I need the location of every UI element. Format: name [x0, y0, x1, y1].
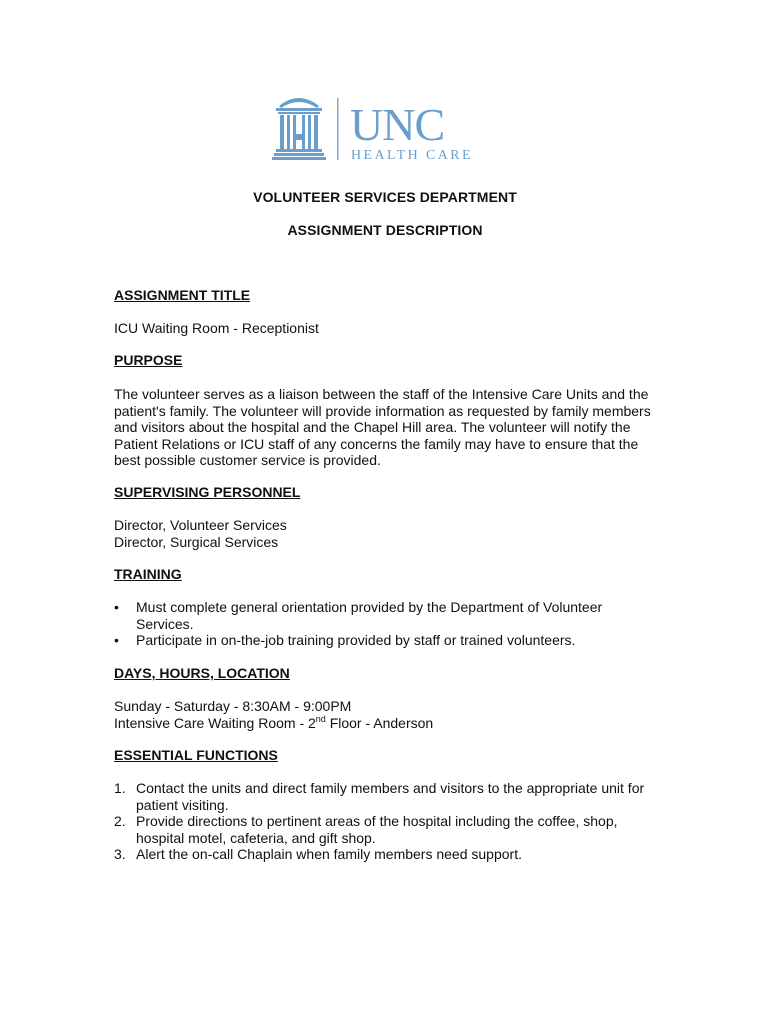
supervising-heading: SUPERVISING PERSONNEL: [114, 484, 301, 500]
assignment-title-value: ICU Waiting Room - Receptionist: [114, 320, 319, 336]
purpose-line: Patient Relations or ICU staff of any concerns the family may have to ensure that the: [114, 435, 639, 452]
supervising-list: [114, 517, 654, 550]
schedule-details: [114, 698, 654, 731]
training-section: [114, 566, 654, 583]
essential-item-line: Alert the on-call Chaplain when family members need support.: [136, 846, 522, 862]
training-item-line: Services.: [136, 615, 194, 632]
item-number: 3.: [114, 846, 126, 862]
unc-health-care-logo: [270, 96, 510, 162]
essential-item-line: hospital motel, cafeteria, and gift shop.: [136, 829, 376, 846]
training-item: [114, 599, 654, 632]
schedule-heading: DAYS, HOURS, LOCATION: [114, 665, 290, 681]
essential-section: [114, 747, 654, 764]
assignment-title-heading: ASSIGNMENT TITLE: [114, 287, 251, 303]
essential-item-line: Provide directions to pertinent areas of the hospital including the coffee, shop,: [136, 813, 618, 829]
training-item-line: Must complete general orientation provided by the Department of Volunteer: [136, 599, 603, 615]
essential-item-line: patient visiting.: [136, 796, 229, 813]
document-type-heading: ASSIGNMENT DESCRIPTION: [287, 222, 483, 238]
essential-item: [114, 813, 654, 846]
schedule-location: [114, 715, 654, 732]
department-heading: VOLUNTEER SERVICES DEPARTMENT: [253, 189, 517, 205]
logo-name-text: UNC: [350, 99, 445, 150]
old-well-icon: [270, 96, 510, 162]
purpose-heading: PURPOSE: [114, 352, 183, 368]
purpose-paragraph: [114, 386, 654, 469]
purpose-line: best possible customer service is provided.: [114, 452, 381, 468]
schedule-hours: Sunday - Saturday - 8:30AM - 9:00PM: [114, 698, 352, 714]
schedule-section: [114, 665, 654, 682]
essential-item-line: Contact the units and direct family members and visitors to the appropriate unit for: [136, 780, 645, 796]
floor-ordinal-suffix: nd: [315, 713, 326, 724]
training-heading: TRAINING: [114, 566, 182, 582]
item-number: 1.: [114, 780, 126, 796]
logo-subname-text: HEALTH CARE: [351, 148, 473, 162]
supervisor-item: Director, Surgical Services: [114, 533, 279, 550]
training-list: [114, 599, 654, 649]
training-item: [114, 632, 654, 649]
purpose-section: [114, 352, 654, 369]
essential-item: [114, 780, 654, 813]
item-number: 2.: [114, 813, 126, 829]
bullet-icon: •: [114, 632, 119, 648]
training-item-line: Participate in on-the-job training provided by staff or trained volunteers.: [136, 632, 576, 648]
supervising-section: [114, 484, 654, 501]
schedule-location-text: Intensive Care Waiting Room - 2: [114, 714, 316, 731]
supervisor-item: Director, Volunteer Services: [114, 517, 287, 533]
essential-heading: ESSENTIAL FUNCTIONS: [114, 747, 278, 763]
purpose-line: and visitors about the hospital and the Chapel Hill area. The volunteer will notify the: [114, 419, 631, 435]
assignment-title-section: [114, 287, 654, 304]
schedule-location-floor: Floor - Anderson: [325, 714, 434, 731]
purpose-line: The volunteer serves as a liaison between the staff of the Intensive Care Units and the: [114, 386, 649, 402]
purpose-line: patient's family. The volunteer will provide information as requested by family members: [114, 402, 651, 419]
essential-list: [114, 780, 654, 863]
bullet-icon: •: [114, 599, 119, 615]
essential-item: [114, 846, 654, 863]
